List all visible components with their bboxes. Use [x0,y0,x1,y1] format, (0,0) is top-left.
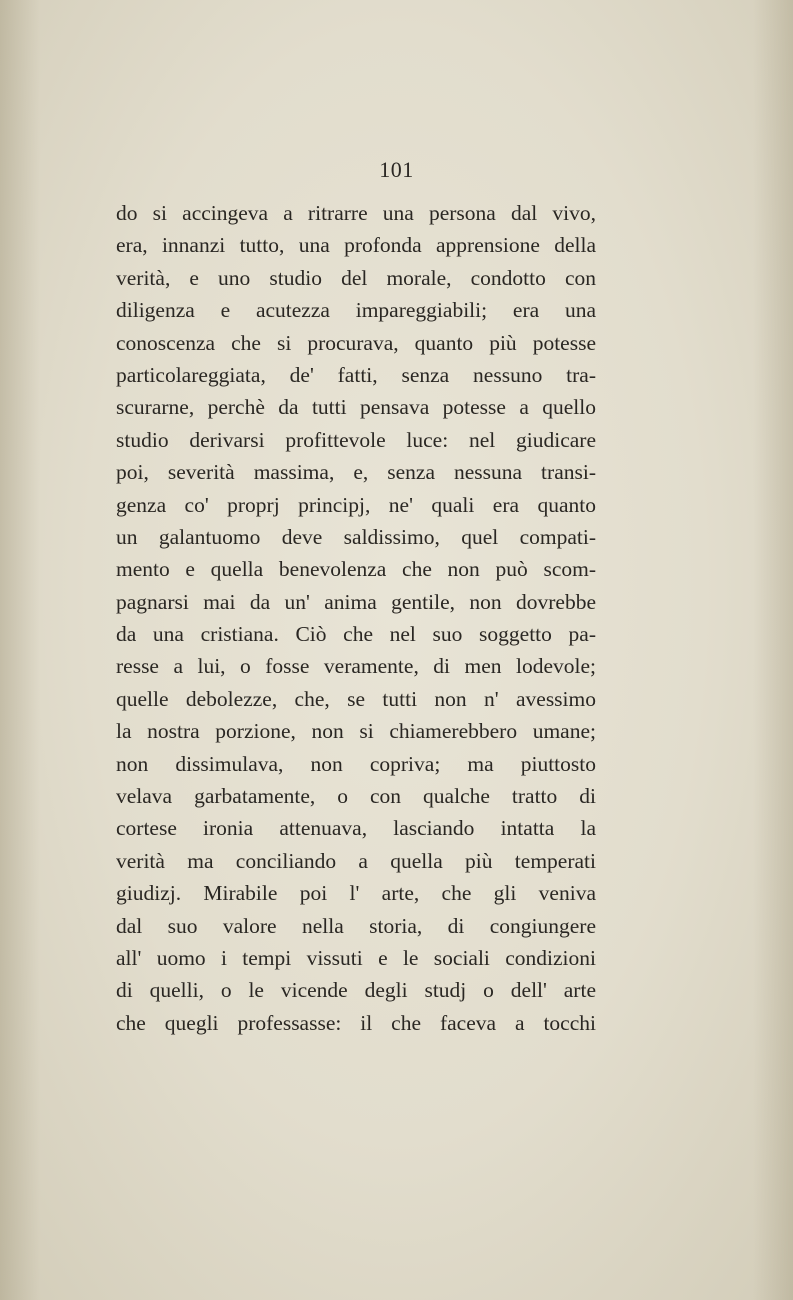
text-line: all' uomo i tempi vissuti e le sociali condizioni [116,945,596,970]
text-line: giudizj. Mirabile poi l' arte, che gli veniva [116,881,596,906]
page-edge-shadow-right [753,0,793,1300]
text-line: di quelli, o le vicende degli studj o dell' arte [116,978,596,1003]
text-line: quelle debolezze, che, se tutti non n' avessimo [116,686,596,711]
text-line: verità, e uno studio del morale, condotto con [116,265,596,290]
text-line: un galantuomo deve saldissimo, quel compati- [116,524,596,549]
text-line: diligenza e acutezza impareggiabili; era una [116,298,596,323]
text-line: dal suo valore nella storia, di congiungere [116,913,596,938]
text-line: particolareggiata, de' fatti, senza nessuno tra- [116,362,596,387]
page-edge-shadow-left [0,0,40,1300]
text-line: velava garbatamente, o con qualche tratto di [116,784,596,809]
text-line: verità ma conciliando a quella più temperati [116,848,596,873]
text-line: genza co' proprj principj, ne' quali era quanto [116,492,596,517]
text-line: poi, severità massima, e, senza nessuna transi- [116,460,596,485]
text-line: la nostra porzione, non si chiamerebbero umane; [116,719,596,744]
text-line: scurarne, perchè da tutti pensava potesse a quello [116,395,596,420]
page-number: 101 [379,157,414,182]
text-line: era, innanzi tutto, una profonda apprensione della [116,233,596,258]
text-line: conoscenza che si procurava, quanto più potesse [116,330,596,355]
text-line: pagnarsi mai da un' anima gentile, non dovrebbe [116,589,596,614]
body-text [116,197,596,1039]
text-line: do si accingeva a ritrarre una persona dal vivo, [116,201,596,225]
text-line: resse a lui, o fosse veramente, di men lodevole; [116,654,596,679]
text-line: cortese ironia attenuava, lasciando intatta la [116,816,596,841]
text-line: studio derivarsi profittevole luce: nel giudicare [116,427,596,452]
text-line: che quegli professasse: il che faceva a tocchi [116,1010,596,1035]
text-line: non dissimulava, non copriva; ma piuttosto [116,751,596,776]
text-line: da una cristiana. Ciò che nel suo soggetto pa- [116,622,596,647]
text-line: mento e quella benevolenza che non può scom- [116,557,596,582]
